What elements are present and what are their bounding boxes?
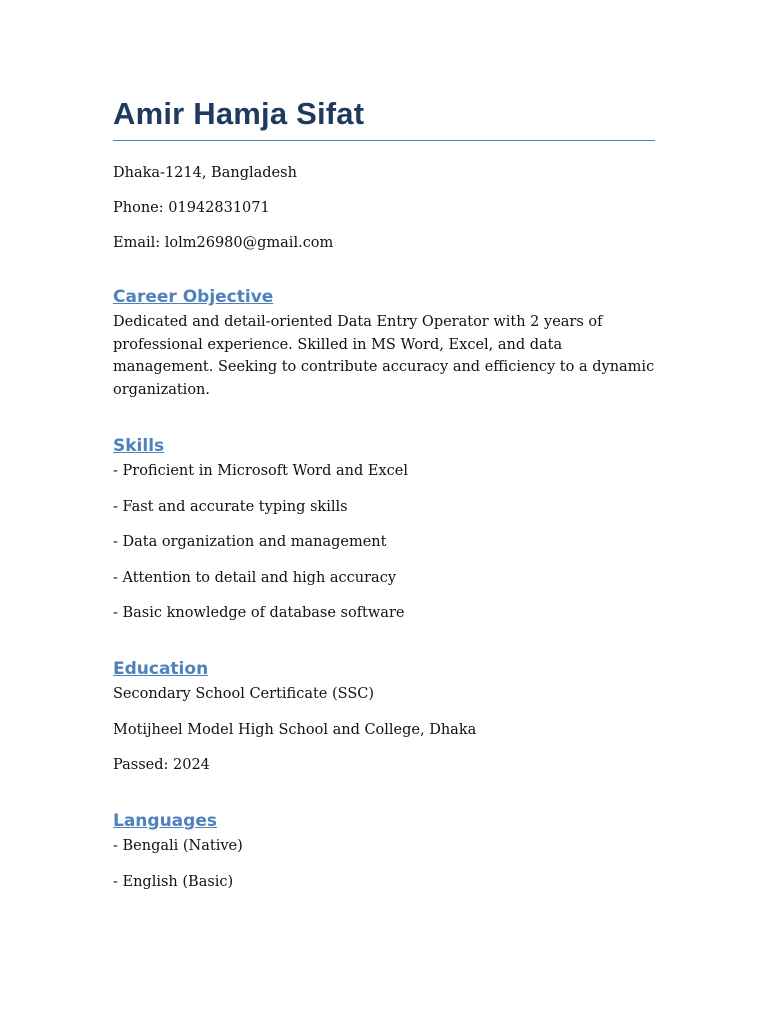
skills-heading: Skills: [113, 436, 165, 456]
career-objective-heading: Career Objective: [113, 287, 274, 307]
email-text: Email: lolm26980@gmail.com: [113, 235, 334, 251]
education-item: Passed: 2024: [113, 757, 210, 773]
education-heading: Education: [113, 659, 209, 679]
language-item: - English (Basic): [113, 873, 234, 890]
phone-text: Phone: 01942831071: [113, 200, 270, 216]
skill-item: - Proficient in Microsoft Word and Excel: [113, 463, 408, 479]
address-text: Dhaka-1214, Bangladesh: [113, 165, 297, 181]
contact-block: [113, 162, 655, 254]
languages-section: [113, 809, 655, 893]
education-section: [113, 657, 655, 776]
language-item: - Bengali (Native): [113, 838, 243, 854]
career-objective-text: Dedicated and detail-oriented Data Entry Operator with 2 years of professional experience. Skilled in MS Word, Excel, and data management. Seeking to contribute accuracy and efficiency to a dynamic organization.: [113, 314, 655, 398]
skill-item: - Data organization and management: [113, 534, 387, 550]
skills-section: [113, 434, 655, 624]
skill-item: - Basic knowledge of database software: [113, 605, 405, 621]
page-title: Amir Hamja Sifat: [113, 96, 655, 141]
skill-item: - Attention to detail and high accuracy: [113, 569, 397, 586]
education-item: Secondary School Certificate (SSC): [113, 686, 375, 702]
languages-heading: Languages: [113, 811, 217, 831]
skill-item: - Fast and accurate typing skills: [113, 498, 348, 515]
career-objective-section: [113, 285, 655, 401]
education-item: Motijheel Model High School and College, Dhaka: [113, 721, 477, 738]
resume-page: [113, 96, 655, 893]
